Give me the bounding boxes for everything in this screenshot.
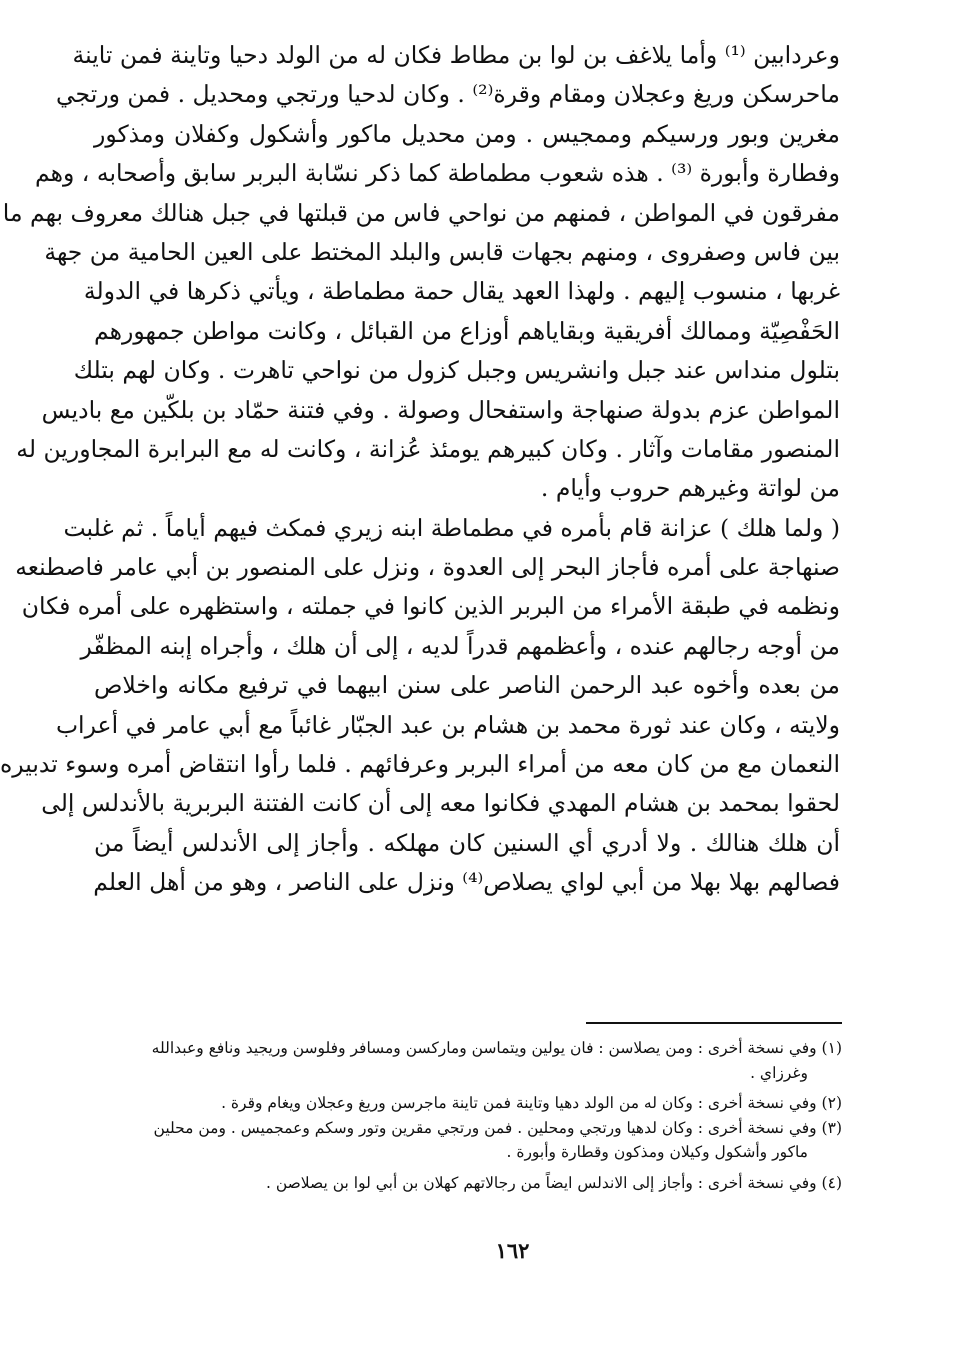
- body-line-1: وعردابين ⁽¹⁾ وأما يلاغف بن لوا بن مطاط فكان له من الولد دحيا وتاينة فمن تاينة: [72, 41, 840, 69]
- body-line-16: من أوجه رجالهم عنده ، وأعظمهم قدراً لديه ، إلى أن هلك ، وأجراه إبنه المظفّر: [80, 631, 840, 660]
- footnote-4-line-1: (٤) وفي نسخة أخرى : وأجاز إلى الاندلس ايضاً من رجالاتهم كهلان بن أبي لوا بن يصلاصن .: [265, 1173, 842, 1192]
- footnotes-block: [90, 1036, 842, 1196]
- footnote-1-line-1: (١) وفي نسخة أخرى : ومن يصلاسن : فان يولين ويتماسن وماركسن ومسافر وفلوسن وريجيد ونافع وعبدالله: [151, 1039, 842, 1057]
- body-line-18: ولايته ، وكان عند ثورة محمد بن هشام بن عبد الجبّار غائباً مع أبي عامر في أعراب: [55, 710, 840, 739]
- body-line-15: ونظمه في طبقة الأمراء من البربر الذين كانوا في جملته ، واستظهره على أمره فكان: [21, 592, 840, 621]
- footnote-3-line-2: ماكور وأشكول وكيلان ومذكون وقطارة وأبورة .: [506, 1143, 808, 1162]
- body-line-7: غربها ، منسوب إليهم . ولهذا العهد يقال حمة مطماطة ، ويأتي ذكرها في الدولة: [83, 277, 840, 306]
- body-line-20: لحقوا بمحمد بن هشام المهدي فكانوا معه إلى أن كانت الفتنة البربرية بالأندلس إلى: [41, 789, 840, 818]
- body-line-8: الحَفْصِيّة وممالك أفريقية وبقاياهم أوزاع من القبائل ، وكانت مواطن جمهورهم: [94, 316, 840, 345]
- footnote-2-line-1: (٢) وفي نسخة أخرى : وكان له من الولد دهيا وتاينة فمن تاينة ماجرسن وريغ وعجلان ويغام وقرة .: [221, 1094, 842, 1113]
- body-line-19: النعمان مع من كان معه من أمراء البربر وعرفائهم . فلما رأوا انتقاض أمره وسوء تدبيره: [0, 750, 840, 779]
- body-line-10: المواطن عزم بدولة صنهاجة واستفحال وصولة . وفي فتنة حمّاد بن بلكّين مع باديس: [41, 395, 840, 424]
- page-number: ١٦٢: [495, 1238, 530, 1263]
- body-line-6: بين فاس وصفروى ، ومنهم بجهات قابس والبلد المختط على العين الحامية من جهة: [44, 237, 840, 266]
- body-line-11: المنصور مقامات وآثار . وكان كبيرهم يومئذ عُزانة ، وكانت له مع البرابرة المجاورين له: [16, 434, 840, 463]
- body-line-21: أن هلك هنالك . ولا أدري أي السنين كان مهلكه . وأجاز إلى الأندلس أيضاً من: [94, 828, 840, 857]
- body-line-17: من بعده وأخوه عبد الرحمن الناصر على سنن ابيهما في ترفيع مكانه واخلاص: [94, 671, 840, 700]
- body-line-5: مفرقون في المواطن ، فمنهم من نواحي فاس من قبلتها في جبل هنالك معروف بهم ما: [2, 198, 840, 227]
- footnote-1-line-2: وغرزاي .: [750, 1063, 808, 1082]
- main-text-block: [0, 36, 840, 903]
- body-line-14: صنهاجة على أمره فأجاز البحر إلى العدوة ، ونزل على المنصور بن أبي عامر فاصطنعه: [15, 553, 840, 582]
- body-line-3: مغرين وبور ورسيكم وممجيس . ومن محديل ماكور وأشكول وكفلان ومذكور: [94, 119, 840, 148]
- footnote-3-line-1: (٣) وفي نسخة أخرى : وكان لدهيا ورتجي ومحلين . فمن ورتجي مقرين وتور وسكم وعمجميس . ومن محلين: [153, 1118, 842, 1137]
- body-line-2: ماحرسكن وريغ وعجلان ومقام وقرة⁽²⁾ . وكان لدحيا ورتجي ومحديل . فمن ورتجي: [55, 80, 840, 109]
- footnote-separator: [586, 1022, 842, 1024]
- body-line-22: فصالهم بهلا بهلا من أبي لواي يصلاص⁽⁴⁾ ونزل على الناصر ، وهو من أهل العلم: [93, 868, 840, 897]
- body-line-4: وفطارة وأبورة ⁽³⁾ . هذه شعوب مطماطة كما ذكر نسّابة البربر سابق وأصحابه ، وهم: [34, 159, 840, 188]
- body-line-9: بتلول منداس عند جبل وانشريس وجبل كزول من نواحي تاهرت . وكان لهم بتلك: [73, 356, 840, 385]
- body-line-12: من لواتة وغيرهم حروب وأيام .: [540, 474, 840, 503]
- body-line-13: ( ولما هلك ) عزانة قام بأمره في مطماطة ابنه زيري فمكث فيهم أياماً . ثم غلبت: [63, 513, 840, 542]
